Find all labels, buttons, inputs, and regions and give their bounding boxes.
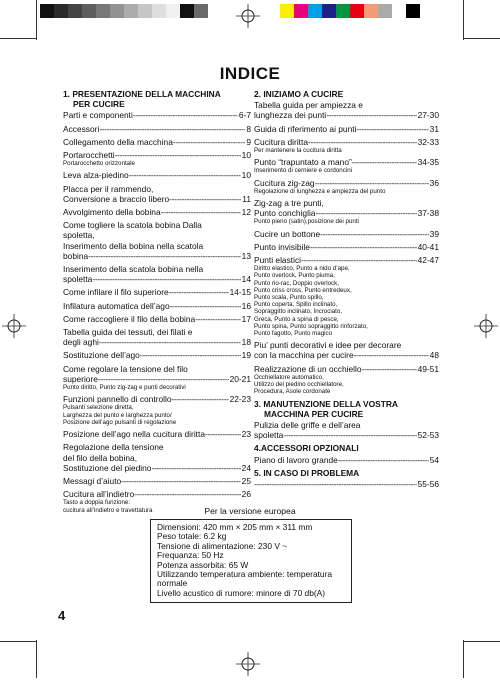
toc-page-number: 27-30	[417, 110, 439, 121]
dot-leader	[140, 350, 241, 360]
spec-line: Frequanza: 50 Hz	[157, 550, 224, 561]
toc-page-number: 36	[429, 177, 439, 188]
toc-entry-subnote: cucitura all’indietro e travettatura	[63, 506, 153, 514]
toc-entry-line	[254, 255, 439, 265]
toc-entries-s4	[254, 455, 439, 465]
toc-entry-line	[254, 364, 439, 374]
color-swatch	[194, 4, 208, 18]
spec-line: Dimensioni: 420 mm × 205 mm × 311 mm	[157, 522, 313, 532]
toc-entry-title: Avvolgimento della bobina	[63, 207, 161, 218]
toc-entry	[254, 242, 439, 252]
toc-page-number: 14	[241, 274, 251, 285]
toc-entry-subnote: Punto overlock, Punto piuma,	[254, 272, 335, 280]
toc-entry-line	[254, 208, 439, 218]
page-number: 4	[58, 608, 66, 623]
toc-entry-subnote: Greca, Punto a spina di pesce,	[254, 315, 339, 323]
toc-entry-title: Cucitura all’indietro	[63, 489, 135, 500]
section-number: 1.	[63, 89, 70, 99]
toc-entry-title: Punto invisibile	[254, 241, 310, 252]
spec-line: Tensione di alimentazione: 230 V ~	[157, 540, 288, 551]
section-title: INIZIAMO A CUCIRE	[263, 89, 344, 99]
toc-entry-line	[63, 463, 251, 473]
toc-page-number: 8	[246, 123, 251, 134]
section-number: 3.	[254, 398, 261, 409]
toc-entry-title: Cucitura zig-zag	[254, 177, 315, 188]
toc-entry	[254, 229, 439, 239]
color-swatch	[68, 4, 82, 18]
toc-entry-title: Leva alza-piedino	[63, 170, 129, 181]
toc-entry-text: Tabella guida dei tessuti, dei filati e	[63, 327, 193, 338]
toc-entry-line	[63, 150, 251, 160]
section-number: 5.	[254, 467, 261, 478]
color-swatch	[350, 4, 364, 18]
toc-entries-left	[63, 110, 251, 513]
toc-page-number: 14-15	[229, 287, 251, 298]
toc-entry-title: Cucire un bottone	[254, 228, 321, 239]
toc-page-number: 12	[241, 207, 251, 218]
toc-entry-subnote: Punto diritto, Punto zig-zag e punti decorativi	[63, 384, 186, 392]
toc-entry	[63, 350, 251, 360]
toc-entry-title: degli aghi	[63, 337, 99, 348]
toc-page-number: 26	[241, 489, 251, 500]
toc-entry-title: Punto “trapuntato a mano”	[254, 157, 352, 168]
color-swatch	[54, 4, 68, 18]
toc-page-number: 24	[241, 462, 251, 473]
section-heading-1	[63, 89, 251, 109]
toc-page-number: 55-56	[417, 478, 439, 489]
dot-leader	[133, 110, 238, 120]
dot-leader	[338, 455, 429, 465]
dot-leader	[301, 255, 417, 265]
toc-entry	[254, 364, 439, 396]
toc-entry-subnote: Tasto a doppia funzione:	[63, 499, 131, 507]
toc-entry-text: Piu’ punti decorativi e idee per decorare	[254, 340, 402, 351]
toc-entry-subnote: Posizione dell’ago pulsanti di regolazione	[63, 418, 177, 426]
toc-entry-line	[63, 194, 251, 204]
toc-entry-subnote: Punto coperta, Spillo inclinato,	[254, 301, 338, 309]
dot-leader	[129, 170, 241, 180]
dot-leader	[320, 229, 429, 239]
toc-entry-line	[63, 374, 251, 384]
dot-leader	[121, 476, 240, 486]
toc-page-number: 13	[241, 250, 251, 261]
dot-leader	[99, 337, 241, 347]
toc-entry-text: Tabella guida per ampiezza e	[254, 100, 363, 111]
toc-page-number: 52-53	[417, 430, 439, 441]
toc-entry-title: con la macchina per cucire	[254, 350, 354, 361]
toc-entry-title: Posizione dell’ago nella cucitura diritta	[63, 429, 205, 440]
toc-entry-line	[63, 476, 251, 486]
color-swatch	[308, 4, 322, 18]
page-title: INDICE	[219, 64, 281, 83]
toc-entry-line	[63, 110, 251, 120]
toc-entry	[63, 184, 251, 204]
toc-entry-title: bobina	[63, 250, 89, 261]
toc-entry	[63, 124, 251, 134]
crop-mark	[464, 38, 500, 39]
toc-entry-title: Portarocchetti	[63, 150, 115, 161]
toc-entry-line	[63, 337, 251, 347]
spec-line: Livello acustico di rumore: minore di 70 db(A)	[157, 587, 326, 598]
crop-mark	[36, 0, 37, 40]
section-heading-3	[254, 399, 439, 419]
toc-entry-subnote: Punto fagotto, Punto magico	[254, 330, 333, 338]
toc-entry	[63, 207, 251, 217]
toc-entry-subnote: Regolazione di lunghezza e ampiezza del punto	[254, 187, 386, 195]
toc-entry-title: Conversione a braccio libero	[63, 193, 170, 204]
toc-entry-text: Regolazione della tensione	[63, 442, 164, 453]
dot-leader	[115, 150, 241, 160]
toc-entry-title: Infilatura automatica dell’ago	[63, 300, 170, 311]
toc-entry	[254, 455, 439, 465]
dot-leader	[354, 350, 429, 360]
toc-entry-title: Sostituzione del piedino	[63, 462, 152, 473]
toc-entry	[63, 442, 251, 473]
toc-entry-title: Come raccogliere il filo della bobina	[63, 313, 196, 324]
toc-entry	[254, 255, 439, 337]
toc-entries-right	[254, 100, 439, 395]
dot-leader	[98, 374, 229, 384]
color-swatch	[166, 4, 180, 18]
toc-entry	[63, 364, 251, 392]
toc-entry-text: Inserimento della scatola bobina nella	[63, 264, 204, 275]
toc-page-number: 48	[429, 350, 439, 361]
dot-leader	[169, 194, 241, 204]
toc-page-number: 31	[429, 123, 439, 134]
toc-page-number: 54	[429, 454, 439, 465]
toc-entry-title: Accessori	[63, 123, 100, 134]
toc-entry-line	[254, 178, 439, 188]
toc-entry	[63, 110, 251, 120]
toc-entry-subnote: Punto rio-rac, Doppio overlock,	[254, 279, 339, 287]
spec-line: Potenza assorbita: 65 W	[157, 559, 249, 570]
toc-entry	[63, 314, 251, 324]
toc-entry-subnote: Punto spina, Punto sopraggitto rinforzato,	[254, 322, 368, 330]
toc-entry-text: Inserimento della bobina nella scatola	[63, 240, 204, 251]
toc-entry-title: Sostituzione dell’ago	[63, 350, 140, 361]
dot-leader	[254, 479, 417, 489]
toc-entry-subnote: Pulsanti selezione diretta,	[63, 404, 134, 412]
color-swatch	[378, 4, 392, 18]
dot-leader	[310, 242, 417, 252]
crop-mark	[0, 641, 36, 642]
toc-entry-line	[254, 124, 439, 134]
section-title: MANUTENZIONE DELLA VOSTRA	[263, 398, 398, 409]
toc-entry-line	[63, 274, 251, 284]
toc-entry-line	[63, 394, 251, 404]
registration-mark-icon	[236, 652, 260, 676]
toc-entry-title: Funzioni pannello di controllo	[63, 394, 172, 405]
toc-page-number: 42-47	[417, 255, 439, 266]
toc-left-column	[63, 86, 251, 517]
toc-entry-title: superiore	[63, 373, 98, 384]
toc-entry	[254, 100, 439, 120]
dot-leader	[315, 208, 416, 218]
toc-entry-line	[63, 124, 251, 134]
color-swatch	[82, 4, 96, 18]
toc-entry-text: spoletta,	[63, 230, 95, 241]
dot-leader	[134, 489, 240, 499]
toc-entry-subnote: Larghezza del punto e larghezza punto/	[63, 411, 172, 419]
registration-mark-icon	[474, 314, 498, 338]
toc-entry	[63, 394, 251, 426]
section-heading-2	[254, 89, 439, 99]
toc-entry	[254, 137, 439, 154]
section-heading-5	[254, 468, 439, 478]
color-swatch	[180, 4, 194, 18]
crop-mark	[463, 0, 464, 40]
toc-entry	[63, 301, 251, 311]
registration-mark-icon	[2, 314, 26, 338]
toc-entry	[63, 170, 251, 180]
dot-leader	[169, 287, 229, 297]
spec-line: Utilizzando temperatura ambiente: temperatura	[157, 569, 333, 580]
color-swatch	[280, 4, 294, 18]
toc-entry	[63, 220, 251, 261]
crop-mark	[463, 640, 464, 678]
toc-entries-s5	[254, 479, 439, 489]
toc-entry-title: Cucitura diritta	[254, 136, 308, 147]
toc-entry-text: Come togliere la scatola bobina Dalla	[63, 220, 202, 231]
toc-page-number: 9	[246, 136, 251, 147]
color-swatch	[322, 4, 336, 18]
toc-entry-title: spoletta	[254, 430, 284, 441]
toc-page-number: 39	[429, 228, 439, 239]
dot-leader	[205, 429, 241, 439]
toc-entry	[254, 420, 439, 440]
color-swatch	[392, 4, 406, 18]
toc-entry-line	[254, 350, 439, 360]
toc-entry	[63, 429, 251, 439]
toc-entry-subnote: Portarocchetto orizzontale	[63, 160, 135, 168]
toc-entry-subnote: Punto criss cross, Punto entredeux,	[254, 286, 352, 294]
toc-entry	[63, 476, 251, 486]
dot-leader	[362, 364, 417, 374]
toc-entry-line	[63, 489, 251, 499]
toc-page-number: 19	[241, 350, 251, 361]
toc-entry-line	[63, 207, 251, 217]
toc-page-number: 34-35	[417, 157, 439, 168]
dot-leader	[326, 110, 416, 120]
section-number: 2.	[254, 89, 261, 99]
toc-entry-title: Come infilare il filo superiore	[63, 287, 169, 298]
dot-leader	[161, 207, 241, 217]
grayscale-color-bar	[40, 4, 208, 18]
crop-mark	[36, 640, 37, 678]
toc-entry-line	[63, 170, 251, 180]
section-title-line2: PER CUCIRE	[73, 99, 125, 110]
color-swatch	[364, 4, 378, 18]
section-title: PRESENTAZIONE DELLA MACCHINA	[72, 89, 221, 99]
toc-page-number: 32-33	[417, 136, 439, 147]
color-swatch	[96, 4, 110, 18]
section-title-line2: MACCHINA PER CUCIRE	[264, 408, 364, 419]
european-version-label: Per la versione europea	[204, 506, 296, 516]
toc-entry-line	[254, 229, 439, 239]
toc-entry-title: spoletta	[63, 274, 93, 285]
section-title: IN CASO DI PROBLEMA	[263, 467, 360, 478]
toc-entry-line	[63, 137, 251, 147]
dot-leader	[283, 430, 416, 440]
toc-entry-title: Messagi d’aiuto	[63, 475, 122, 486]
toc-page-number: 23	[241, 429, 251, 440]
toc-entry	[254, 340, 439, 360]
toc-entry-line	[254, 455, 439, 465]
section-title: 4.ACCESSORI OPZIONALI	[254, 443, 359, 454]
toc-entry-title: Realizzazione di un occhiello	[254, 363, 362, 374]
crop-mark	[0, 38, 36, 39]
toc-entry-text: Pulizia delle griffe e dell’area	[254, 419, 361, 430]
toc-page-number: 11	[242, 193, 251, 204]
toc-entry-line	[63, 287, 251, 297]
toc-entry-subnote: Punto pieno (satin),posizione dei punti	[254, 218, 359, 226]
toc-entry	[254, 157, 439, 174]
dot-leader	[171, 394, 228, 404]
toc-entry-title: Collegamento della macchina	[63, 136, 173, 147]
toc-page-number: 25	[241, 475, 251, 486]
toc-entry-line	[63, 251, 251, 261]
registration-mark-icon	[236, 4, 260, 28]
toc-entry-line	[254, 137, 439, 147]
toc-page-number: 6-7	[238, 110, 251, 121]
dot-leader	[173, 137, 245, 147]
color-swatch	[110, 4, 124, 18]
dot-leader	[99, 124, 245, 134]
toc-entry-line	[254, 430, 439, 440]
toc-entry-line	[63, 314, 251, 324]
toc-page-number: 49-51	[417, 363, 439, 374]
toc-entry-text: Placca per il rammendo,	[63, 183, 154, 194]
dot-leader	[170, 301, 241, 311]
toc-entry-title: Punti elastici	[254, 255, 302, 266]
dot-leader	[88, 251, 241, 261]
toc-entry-text: del filo della bobina,	[63, 452, 138, 463]
toc-entry	[63, 150, 251, 167]
toc-entry-line	[254, 479, 439, 489]
specifications-box	[150, 519, 352, 603]
toc-page-number: 40-41	[417, 241, 439, 252]
toc-entry-text: Come regolare la tensione del filo	[63, 363, 188, 374]
color-swatch	[336, 4, 350, 18]
crop-mark	[464, 641, 500, 642]
toc-entry-title: Parti e componenti	[63, 110, 133, 121]
toc-entry-text: Zig-zag a tre punti,	[254, 198, 324, 209]
toc-entry-line	[63, 350, 251, 360]
toc-page-number: 37-38	[417, 208, 439, 219]
color-swatch	[124, 4, 138, 18]
toc-entry-title: Guida di riferimento ai punti	[254, 123, 357, 134]
color-swatch	[152, 4, 166, 18]
spec-line: normale	[157, 578, 188, 589]
toc-entry	[63, 287, 251, 297]
dot-leader	[92, 274, 240, 284]
toc-entry-title: lunghezza dei punti	[254, 110, 327, 121]
color-swatch	[294, 4, 308, 18]
toc-entry-subnote: Diritto elastico, Punto a nido d’ape,	[254, 265, 350, 273]
toc-entry-line	[63, 429, 251, 439]
toc-entry	[63, 327, 251, 347]
toc-entry	[254, 178, 439, 195]
toc-entry	[254, 479, 439, 489]
toc-entry-subnote: Per mantenere la cucitura diritta	[254, 147, 342, 155]
toc-entry-line	[254, 242, 439, 252]
toc-entry-subnote: Procedura, Asole cordonate	[254, 388, 331, 396]
toc-entry-subnote: Utilizzo del piedino occhiellatore,	[254, 381, 344, 389]
toc-entry	[254, 198, 439, 226]
toc-entry-subnote: Punto scala, Punto spillo,	[254, 294, 324, 302]
color-swatch	[138, 4, 152, 18]
cmyk-color-bar	[280, 4, 420, 18]
dot-leader	[195, 314, 240, 324]
toc-entry-line	[254, 110, 439, 120]
toc-page-number: 18	[241, 337, 251, 348]
color-swatch	[406, 4, 420, 18]
dot-leader	[352, 157, 417, 167]
toc-entries-s3	[254, 420, 439, 440]
toc-entry	[63, 264, 251, 284]
toc-right-column	[254, 86, 439, 492]
spec-line: Peso totale: 6.2 kg	[157, 531, 227, 542]
toc-entry-subnote: Sopraggitto inclinato, Incrociato,	[254, 308, 343, 316]
toc-entry	[63, 137, 251, 147]
toc-page-number: 10	[241, 170, 251, 181]
toc-entry-line	[254, 157, 439, 167]
toc-entry-subnote: Inserimento di cerniere e cordoncini	[254, 167, 353, 175]
section-heading-4	[254, 443, 439, 453]
dot-leader	[356, 124, 428, 134]
dot-leader	[308, 137, 417, 147]
toc-page-number: 22-23	[229, 394, 251, 405]
toc-page-number: 20-21	[229, 373, 251, 384]
toc-page-number: 10	[241, 150, 251, 161]
toc-page-number: 16	[241, 300, 251, 311]
toc-entry-subnote: Occhiellatore automatico,	[254, 373, 324, 381]
dot-leader	[315, 178, 429, 188]
toc-entry-title: Piano di lavoro grande	[254, 454, 338, 465]
dot-leader	[151, 463, 240, 473]
toc-page-number: 17	[241, 313, 251, 324]
color-swatch	[40, 4, 54, 18]
toc-entry-line	[63, 301, 251, 311]
toc-entry-title: Punto conchiglia	[254, 208, 316, 219]
toc-entry	[254, 124, 439, 134]
